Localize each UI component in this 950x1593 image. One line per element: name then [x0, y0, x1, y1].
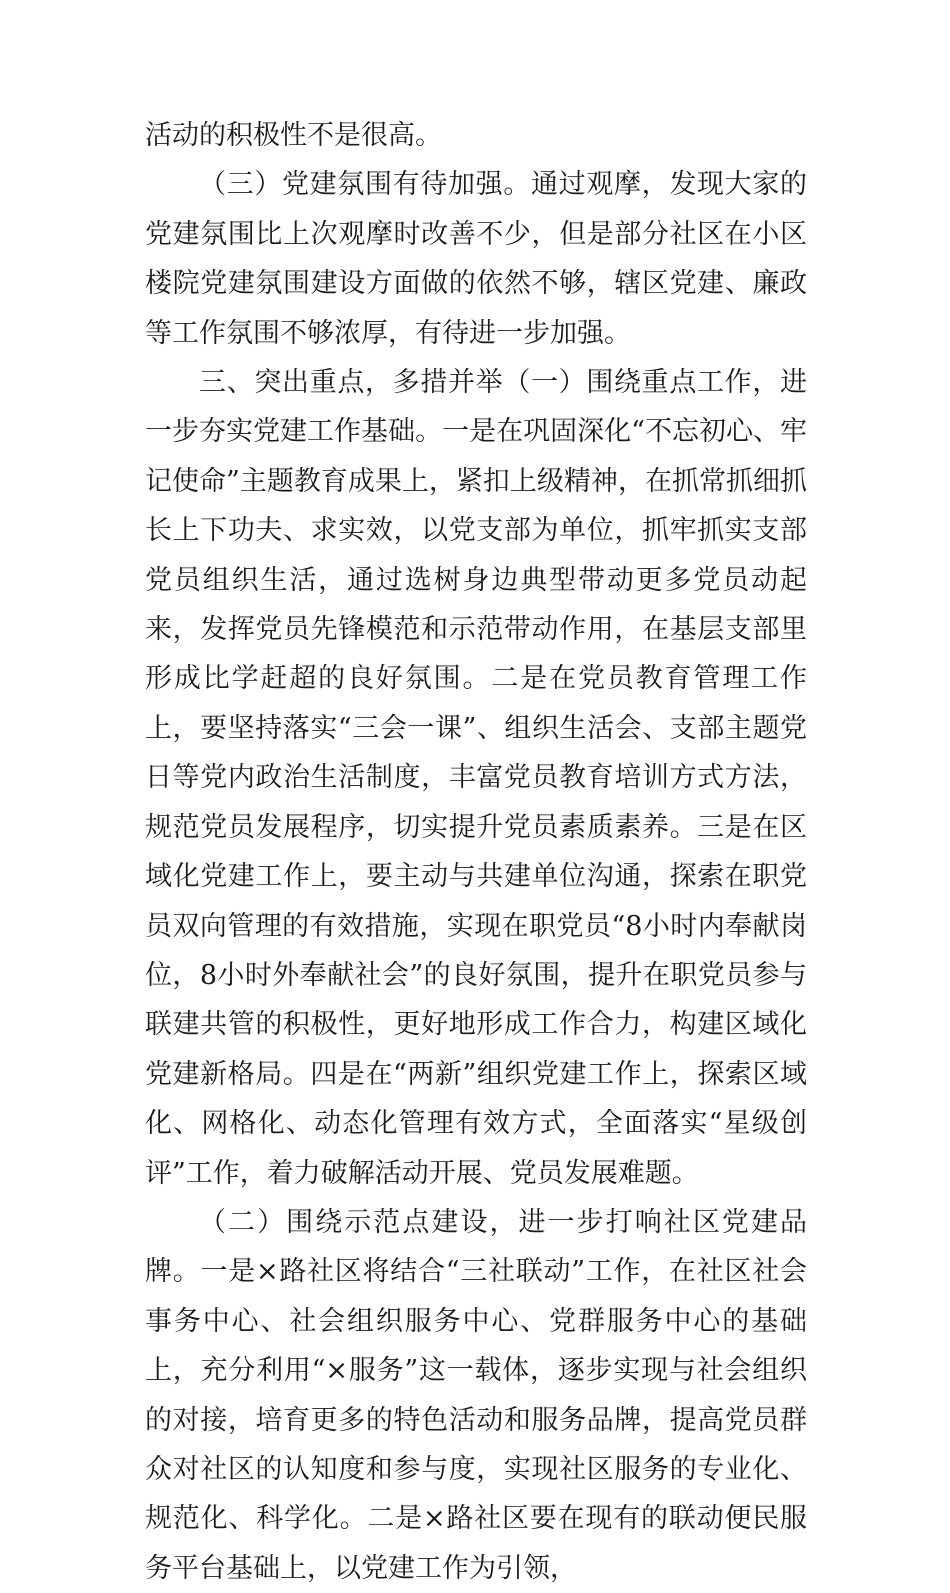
body-text	[145, 111, 807, 1593]
paragraph-3: 三、突出重点，多措并举（一）围绕重点工作，进一步夯实党建工作基础。一是在巩固深化“不忘初心、牢记使命”主题教育成果上，紧扣上级精神，在抓常抓细抓长上下功夫、求实效，以党支部为单位，抓牢抓实支部党员组织生活，通过选树身边典型带动更多党员动起来，发挥党员先锋模范和示范带动作用，在基层支部里形成比学赶超的良好氛围。二是在党员教育管理工作上，要坚持落实“三会一课”、组织生活会、支部主题党日等党内政治生活制度，丰富党员教育培训方式方法，规范党员发展程序，切实提升党员素质素养。三是在区域化党建工作上，要主动与共建单位沟通，探索在职党员双向管理的有效措施，实现在职党员“8小时内奉献岗位，8小时外奉献社会”的良好氛围，提升在职党员参与联建共管的积极性，更好地形成工作合力，构建区域化党建新格局。四是在“两新”组织党建工作上，探索区域化、网格化、动态化管理有效方式，全面落实“星级创评”工作，着力破解活动开展、党员发展难题。	[145, 367, 807, 1189]
paragraph-2: （三）党建氛围有待加强。通过观摩，发现大家的党建氛围比上次观摩时改善不少，但是部分社区在小区楼院党建氛围建设方面做的依然不够，辖区党建、廉政等工作氛围不够浓厚，有待进一步加强。	[145, 169, 807, 349]
paragraph-1: 活动的积极性不是很高。	[145, 120, 442, 151]
paragraph-4: （二）围绕示范点建设，进一步打响社区党建品牌。一是×路社区将结合“三社联动”工作，在社区社会事务中心、社会组织服务中心、党群服务中心的基础上，充分利用“×服务”这一载体，逐步实现与社会组织的对接，培育更多的特色活动和服务品牌，提高党员群众对社区的认知度和参与度，实现社区服务的专业化、规范化、科学化。二是×路社区要在现有的联动便民服务平台基础上，以党建工作为引领，	[145, 1206, 807, 1584]
